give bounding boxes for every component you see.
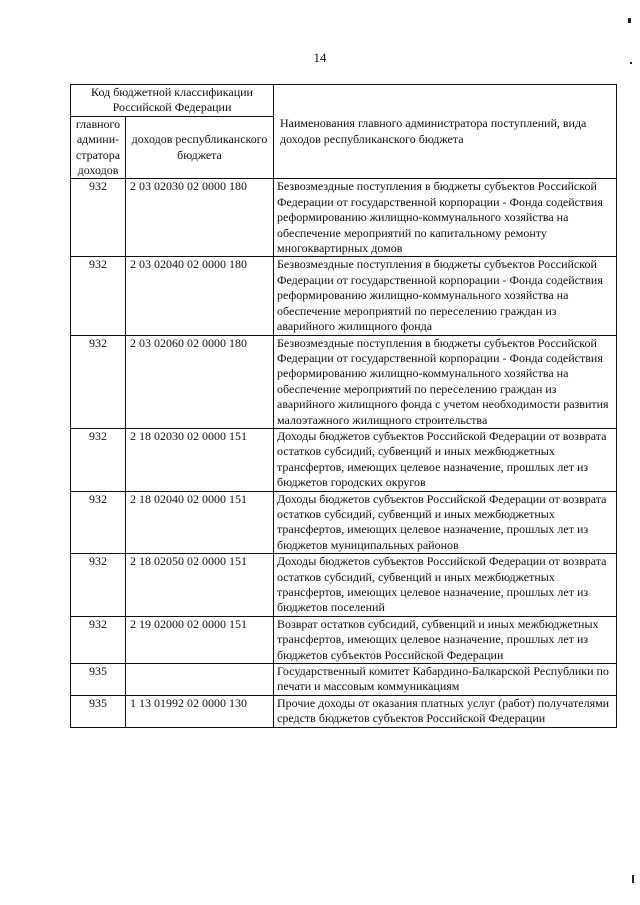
table-row (71, 179, 617, 257)
admin-code-cell: 932 (71, 491, 126, 554)
header-group-cell: Код бюджетной классификации Российской Федерации (71, 85, 274, 117)
budget-classification-table (70, 84, 617, 728)
income-code-cell: 2 03 02060 02 0000 180 (126, 335, 274, 428)
income-code-cell (126, 664, 274, 696)
income-name-cell: Безвозмездные поступления в бюджеты субъектов Российской Федерации от государственной корпорации - Фонда содействия реформированию жилищно-коммунального хозяйства на обеспечение мероприятий по переселению граждан из аварийного жилищного фонда с учетом необходимости развития малоэтажного жилищного строительства (274, 335, 617, 428)
header-name-cell: Наименования главного администратора поступлений, вида доходов республиканского бюджета (274, 85, 617, 179)
admin-code-cell: 932 (71, 179, 126, 257)
income-name-cell: Государственный комитет Кабардино-Балкарской Республики по печати и массовым коммуникациям (274, 664, 617, 696)
income-name-cell: Безвозмездные поступления в бюджеты субъектов Российской Федерации от государственной корпорации - Фонда содействия реформированию жилищно-коммунального хозяйства на обеспечение мероприятий по капитальному ремонту многоквартирных домов (274, 179, 617, 257)
income-name-cell: Доходы бюджетов субъектов Российской Федерации от возврата остатков субсидий, субвенций и иных межбюджетных трансфертов, имеющих целевое назначение, прошлых лет из бюджетов поселений (274, 554, 617, 617)
admin-code-cell: 932 (71, 554, 126, 617)
table-row (71, 491, 617, 554)
income-name-cell: Доходы бюджетов субъектов Российской Федерации от возврата остатков субсидий, субвенций и иных межбюджетных трансфертов, имеющих целевое назначение, прошлых лет из бюджетов муниципальных районов (274, 491, 617, 554)
admin-code-cell: 935 (71, 664, 126, 696)
income-name-cell: Доходы бюджетов субъектов Российской Федерации от возврата остатков субсидий, субвенций и иных межбюджетных трансфертов, имеющих целевое назначение, прошлых лет из бюджетов городских округов (274, 428, 617, 491)
scan-speck (630, 62, 632, 64)
table-row (71, 695, 617, 727)
income-name-cell: Прочие доходы от оказания платных услуг (работ) получателями средств бюджетов субъектов Российской Федерации (274, 695, 617, 727)
table-row (71, 616, 617, 663)
scan-speck (632, 875, 634, 883)
income-code-cell: 2 03 02030 02 0000 180 (126, 179, 274, 257)
income-code-cell: 2 18 02030 02 0000 151 (126, 428, 274, 491)
table-row (71, 335, 617, 428)
table-row (71, 554, 617, 617)
income-code-cell: 2 03 02040 02 0000 180 (126, 257, 274, 335)
table-row (71, 257, 617, 335)
table-row (71, 664, 617, 696)
income-code-cell: 1 13 01992 02 0000 130 (126, 695, 274, 727)
header-income-cell: доходов республиканского бюджета (126, 116, 274, 179)
admin-code-cell: 935 (71, 695, 126, 727)
admin-code-cell: 932 (71, 616, 126, 663)
scan-speck (628, 18, 631, 23)
admin-code-cell: 932 (71, 428, 126, 491)
admin-code-cell: 932 (71, 257, 126, 335)
income-code-cell: 2 19 02000 02 0000 151 (126, 616, 274, 663)
admin-code-cell: 932 (71, 335, 126, 428)
table-row (71, 428, 617, 491)
income-name-cell: Безвозмездные поступления в бюджеты субъектов Российской Федерации от государственной корпорации - Фонда содействия реформированию жилищно-коммунального хозяйства на обеспечение мероприятий по переселению граждан из аварийного жилищного фонда (274, 257, 617, 335)
page-number: 14 (313, 50, 327, 65)
income-code-cell: 2 18 02050 02 0000 151 (126, 554, 274, 617)
header-admin-cell: главного админи-стратора доходов (71, 116, 126, 179)
income-name-cell: Возврат остатков субсидий, субвенций и иных межбюджетных трансфертов, имеющих целевое назначение, прошлых лет из бюджетов субъектов Российской Федерации (274, 616, 617, 663)
income-code-cell: 2 18 02040 02 0000 151 (126, 491, 274, 554)
table-header-row (71, 85, 617, 117)
